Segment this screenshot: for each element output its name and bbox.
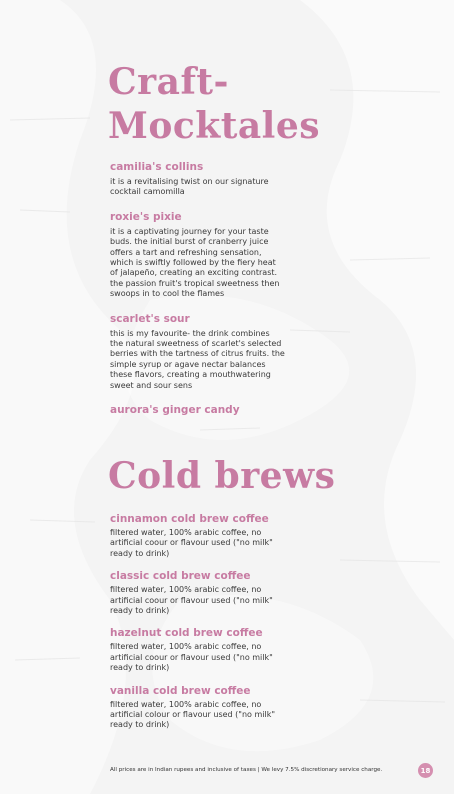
section-title-line: Cold brews [108,455,336,497]
menu-item [110,569,280,616]
menu-item [110,312,285,391]
menu-item-description: filtered water, 100% arabic coffee, no artificial coour or flavour used ("no milk" ready to drink) [110,528,273,558]
menu-item-name: hazelnut cold brew coffee [110,627,263,640]
menu-item-name: classic cold brew coffee [110,570,251,583]
menu-item [110,403,285,417]
menu-item-description: filtered water, 100% arabic coffee, no artificial colour or flavour used ("no milk" ready to drink) [110,699,276,730]
menu-item-description: it is a revitalising twist on our signature cocktail camomilla [110,177,269,197]
menu-item [110,684,280,731]
menu-item [110,626,280,673]
menu-item-name: roxie's pixie [110,210,182,223]
menu-item-description: filtered water, 100% arabic coffee, no artificial coour or flavour used ("no milk" ready to drink) [110,585,273,616]
menu-item-name: camilia's collins [110,161,204,173]
menu-item-name: vanilla cold brew coffee [110,684,251,697]
section-title-cold-brews [108,454,408,498]
menu-item-name: aurora's ginger candy [110,404,240,417]
mocktail-list [110,160,285,429]
cold-brew-list [110,512,280,741]
section-title-line: Mocktales [108,105,321,147]
menu-item-name: cinnamon cold brew coffee [110,513,269,525]
menu-item [110,210,285,300]
menu-item-name: scarlet's sour [110,312,190,325]
page-number-badge: 18 [418,763,433,778]
section-title-craft-mocktales [108,60,348,148]
section-title-line: Craft- [108,61,230,103]
pricing-footnote: All prices are in Indian rupees and inclusive of taxes | We levy 7.5% discretionary service charge. [110,767,383,773]
menu-item-description: this is my favourite- the drink combines the natural sweetness of scarlet's selected berries with the tartness of citrus fruits. the simple syrup or agave nectar balances these flavors, creating a mouthwatering sweet and sour sens [110,328,285,390]
menu-item [110,160,285,198]
menu-item-description: filtered water, 100% arabic coffee, no artificial coour or flavour used ("no milk" ready to drink) [110,642,273,673]
menu-item [110,512,280,559]
menu-item-description: it is a captivating journey for your taste buds. the initial burst of cranberry juice offers a tart and refreshing sensation, which is swiftly followed by the fiery heat of jalapeño, creating an exciting contrast. the passion fruit's tropical sweetness then swoops in to cool the flames [110,226,280,299]
